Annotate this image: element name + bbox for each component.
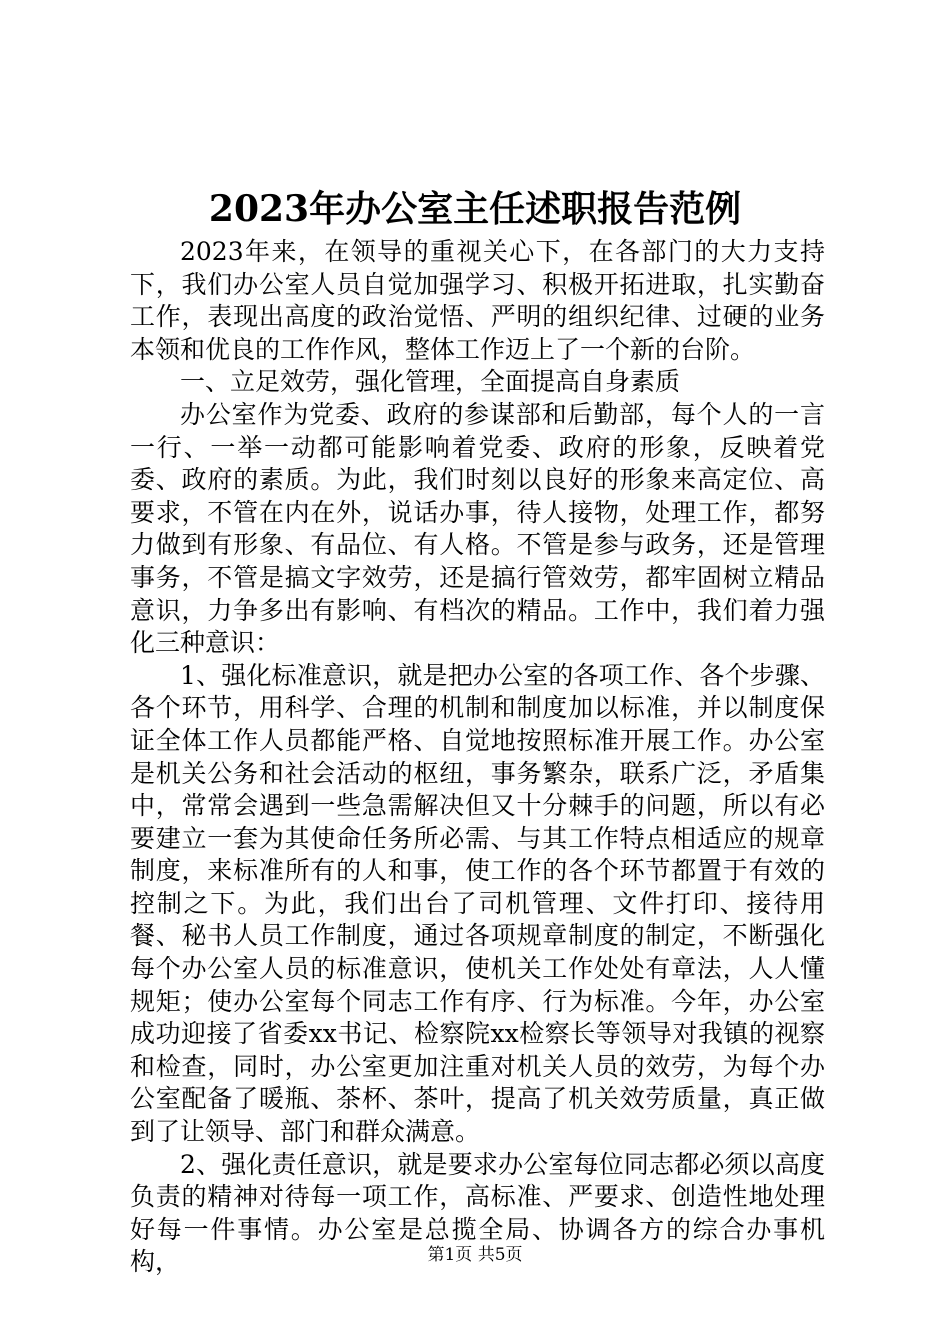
document-body	[130, 236, 825, 1279]
paragraph-standard-awareness: 1、强化标准意识，就是把办公室的各项工作、各个步骤、各个环节，用科学、合理的机制和制度加以标准，并以制度保证全体工作人员都能严格、自觉地按照标准开展工作。办公室是机关公务和社会活动的枢纽，事务繁杂，联系广泛，矛盾集中，常常会遇到一些急需解决但又十分棘手的问题，所以有必要建立一套为其使命任务所必需、与其工作特点相适应的规章制度，来标准所有的人和事，使工作的各个环节都置于有效的控制之下。为此，我们出台了司机管理、文件打印、接待用餐、秘书人员工作制度，通过各项规章制度的制定，不断强化每个办公室人员的标准意识，使机关工作处处有章法，人人懂规矩；使办公室每个同志工作有序、行为标准。今年，办公室成功迎接了省委xx书记、检察院xx检察长等领导对我镇的视察和检查，同时，办公室更加注重对机关人员的效劳，为每个办公室配备了暖瓶、茶杯、茶叶，提高了机关效劳质量，真正做到了让领导、部门和群众满意。	[130, 660, 825, 1147]
paragraph-office-role: 办公室作为党委、政府的参谋部和后勤部，每个人的一言一行、一举一动都可能影响着党委、政府的形象，反映着党委、政府的素质。为此，我们时刻以良好的形象来高定位、高要求，不管在内在外，说话办事，待人接物，处理工作，都努力做到有形象、有品位、有人格。不管是参与政务，还是管理事务，不管是搞文字效劳，还是搞行管效劳，都牢固树立精品意识，力争多出有影响、有档次的精品。工作中，我们着力强化三种意识：	[130, 399, 825, 658]
paragraph-intro: 2023年来，在领导的重视关心下，在各部门的大力支持下，我们办公室人员自觉加强学习、积极开拓进取，扎实勤奋工作，表现出高度的政治觉悟、严明的组织纪律、过硬的业务本领和优良的工作作风，整体工作迈上了一个新的台阶。	[130, 237, 825, 364]
section-heading-1: 一、立足效劳，强化管理，全面提高自身素质	[180, 367, 681, 397]
paragraph-responsibility-awareness: 2、强化责任意识，就是要求办公室每位同志都必须以高度负责的精神对待每一项工作，高标准、严要求、创造性地处理好每一件事情。办公室是总揽全局、协调各方的综合办事机构，	[130, 1149, 825, 1277]
page-number-footer: 第1页 共5页	[427, 1245, 523, 1265]
document-title: 2023年办公室主任述职报告范例	[208, 188, 742, 230]
